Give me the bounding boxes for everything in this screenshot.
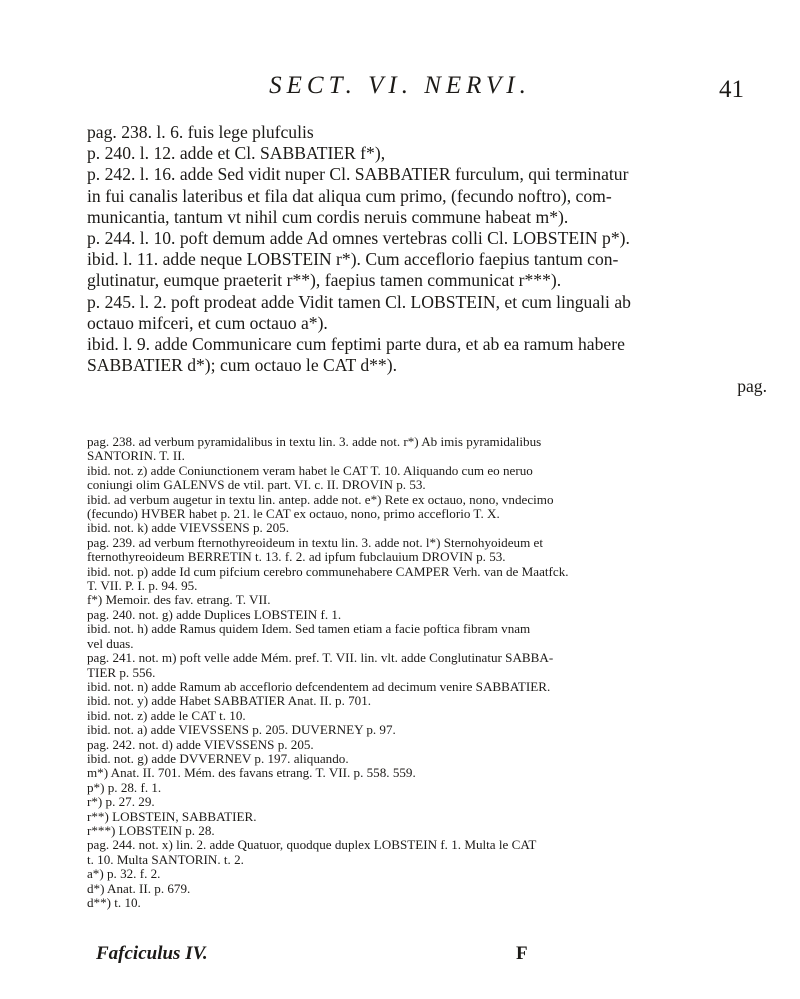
main-line: in fui canalis lateribus et fila dat aliqua cum primo, (fecundo noftro), com- [87,185,612,206]
note-line: t. 10. Multa SANTORIN. t. 2. [87,852,244,867]
main-line: municantia, tantum vt nihil cum cordis neruis commune habeat m*). [87,206,569,227]
note-line: r*) p. 27. 29. [87,795,155,810]
note-line: m*) Anat. II. 701. Mém. des favans etrang. T. VII. p. 558. 559. [87,766,416,781]
note-line: vel duas. [87,636,134,651]
note-line: ibid. not. z) adde le CAT t. 10. [87,708,246,723]
page-header [0,72,800,106]
main-text [87,122,767,396]
note-line: f*) Memoir. des fav. etrang. T. VII. [87,593,271,608]
note-line: pag. 241. not. m) poft velle adde Mém. pref. T. VII. lin. vlt. adde Conglutinatur SABBA- [87,651,554,666]
note-line: d*) Anat. II. p. 679. [87,881,191,896]
main-line: ibid. l. 9. adde Communicare cum feptimi parte dura, et ab ea ramum habere [87,334,625,355]
note-line: ibid. not. g) adde DVVERNEV p. 197. aliquando. [87,751,349,766]
note-line: r***) LOBSTEIN p. 28. [87,823,215,838]
note-line: pag. 244. not. x) lin. 2. adde Quatuor, quodque duplex LOBSTEIN f. 1. Multa le CAT [87,838,537,853]
note-line: ibid. not. y) adde Habet SABBATIER Anat. II. p. 701. [87,694,372,709]
page-footer [96,943,746,967]
note-line: TIER p. 556. [87,665,156,680]
note-line: r**) LOBSTEIN, SABBATIER. [87,809,257,824]
note-line: d**) t. 10. [87,896,141,910]
page-number: 41 [719,76,744,103]
note-line: pag. 242. not. d) adde VIEVSSENS p. 205. [87,737,314,752]
main-line: ibid. l. 11. adde neque LOBSTEIN r*). Cum acceflorio faepius tantum con- [87,249,619,270]
footnotes [87,435,777,910]
main-line: p. 240. l. 12. adde et Cl. SABBATIER f*), [87,143,386,164]
running-title: SECT. VI. NERVI. [269,72,531,99]
main-line: octauo mifceri, et cum octauo a*). [87,312,328,333]
note-line: pag. 238. ad verbum pyramidalibus in textu lin. 3. adde not. r*) Ab imis pyramidalibus [87,435,542,449]
note-line: ibid. not. n) adde Ramum ab acceflorio defcendentem ad decimum venire SABBATIER. [87,679,551,694]
note-line: ibid. not. p) adde Id cum pifcium cerebro communehabere CAMPER Verh. van de Maatfck. [87,564,569,579]
note-line: fternothyreoideum BERRETIN t. 13. f. 2. ad ipfum fubclauium DROVIN p. 53. [87,550,506,565]
fascicle-signature: Fafciculus IV. [96,943,208,964]
note-line: a*) p. 32. f. 2. [87,867,161,882]
note-line: coniungi olim GALENVS de vtil. part. VI. c. II. DROVIN p. 53. [87,478,426,493]
note-line: T. VII. P. I. p. 94. 95. [87,579,198,594]
main-line: p. 244. l. 10. poft demum adde Ad omnes vertebras colli Cl. LOBSTEIN p*). [87,228,630,249]
sheet-mark: F [516,943,528,964]
note-line: SANTORIN. T. II. [87,449,185,464]
main-line: pag. 238. l. 6. fuis lege plufculis [87,122,314,142]
note-line: ibid. not. z) adde Coniunctionem veram habet le CAT T. 10. Aliquando cum eo neruo [87,463,533,478]
main-line: p. 245. l. 2. poft prodeat adde Vidit tamen Cl. LOBSTEIN, et cum linguali ab [87,291,631,312]
main-line: glutinatur, eumque praeterit r**), faepius tamen communicat r***). [87,270,562,291]
note-line: pag. 239. ad verbum fternothyreoideum in textu lin. 3. adde not. l*) Sternohyoideum et [87,535,543,550]
note-line: ibid. ad verbum augetur in textu lin. antep. adde not. e*) Rete ex octauo, nono, vndecimo [87,492,554,507]
note-line: pag. 240. not. g) adde Duplices LOBSTEIN f. 1. [87,607,342,622]
note-line: ibid. not. a) adde VIEVSSENS p. 205. DUVERNEY p. 97. [87,723,396,738]
note-line: ibid. not. k) adde VIEVSSENS p. 205. [87,521,289,536]
note-line: p*) p. 28. f. 1. [87,780,162,795]
main-line: SABBATIER d*); cum octauo le CAT d**). [87,355,397,376]
catchword: pag. [737,376,767,397]
main-line: p. 242. l. 16. adde Sed vidit nuper Cl. SABBATIER furculum, qui terminatur [87,164,629,185]
note-line: (fecundo) HVBER habet p. 21. le CAT ex octauo, nono, primo acceflorio T. X. [87,507,500,522]
note-line: ibid. not. h) adde Ramus quidem Idem. Sed tamen etiam a facie poftica fibram vnam [87,622,531,637]
